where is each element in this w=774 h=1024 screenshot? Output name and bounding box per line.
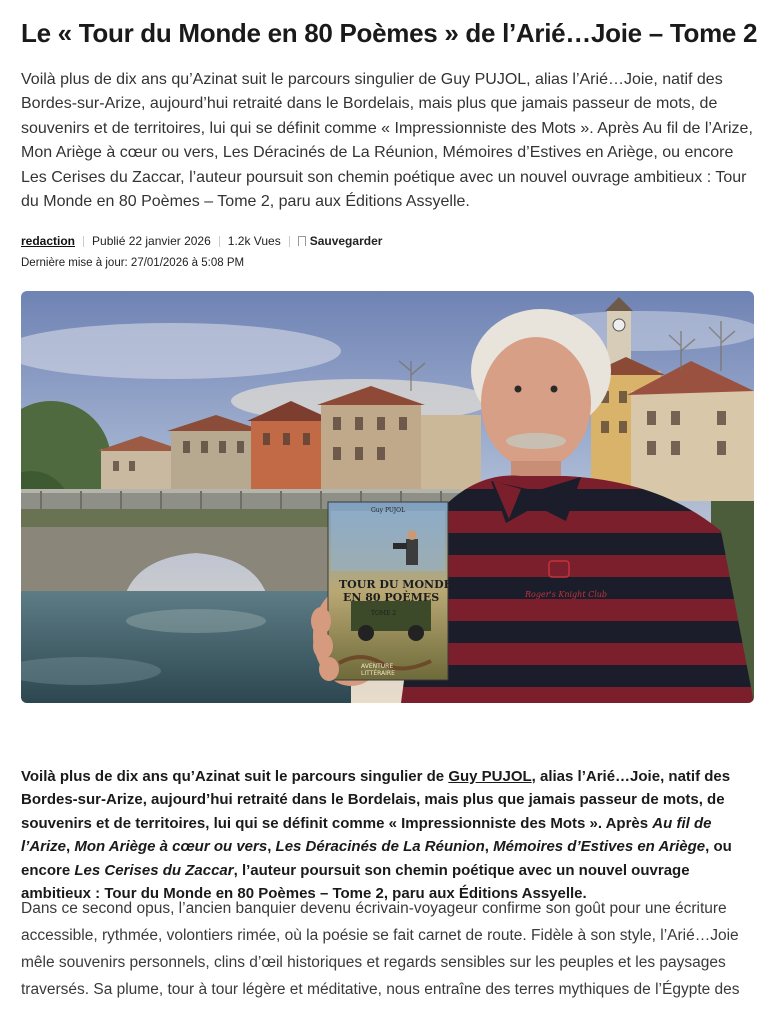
book-title-line2: EN 80 POÈMES [343,591,440,604]
author-link[interactable]: redaction [21,234,76,248]
article-lead [21,765,759,905]
book-author: Guy PUJOL [371,507,406,514]
hero-image [21,291,754,703]
view-count: 1.2k Vues [227,234,281,248]
book-collection-line1: AVENTURE [361,663,394,670]
work-title: Les Déracinés de La Réunion [275,838,485,856]
lead-text: , [66,838,75,856]
save-label: Sauvegarder [309,234,383,248]
book-collection-line2: LITTÉRAIRE [361,670,395,677]
lead-text: , [267,838,276,856]
lead-text: , alias l’Arié…Joie, natif des Bordes-sur-Arize, aujourd’hui retraité dans le Bordelais, mais plus que jamais passeur de mots, de souvenirs et de territoires, lui qui se définit comme « Impressionniste des Mots ». Après [21,768,731,832]
work-title: Mémoires d’Estives en Ariège [493,838,706,856]
article-meta [21,234,756,248]
article-title: Le « Tour du Monde en 80 Poèmes » de l’Arié…Joie – Tome 2 [21,18,758,48]
book-cover [328,502,452,680]
bookmark-icon [298,236,306,246]
lead-text: Voilà plus de dix ans qu’Azinat suit le parcours singulier de [21,768,449,785]
lead-text: , ou encore [21,838,732,879]
work-title: Les Cerises du Zaccar [74,861,234,879]
article-paragraph: Dans ce second opus, l’ancien banquier devenu écrivain-voyageur confirme son goût pour une écriture accessible, rythmée, volontiers rimée, où la poésie se fait carnet de route. Fidèle à son style, l’Arié…Joie mêle souvenirs personnels, clins d’œil historiques et regards sensibles sur les peuples et les paysages traversés. Sa plume, tour à tour légère et méditative, nous entraîne des terres mythiques de l’Égypte des [21,900,740,998]
svg-text:Roger's Knight Club: Roger's Knight Club [525,590,608,599]
article-excerpt: Voilà plus de dix ans qu’Azinat suit le parcours singulier de Guy PUJOL, alias l’Arié…Joie, natif des Bordes-sur-Arize, aujourd’hui retraité dans le Bordelais, mais plus que jamais passeur de mots, de souvenirs et de territoires, lui qui se définit comme « Impressionniste des Mots ». Après Au fil de l’Arize, Mon Ariège à cœur ou vers, Les Déracinés de La Réunion, Mémoires d’Estives en Ariège, ou encore Les Cerises du Zaccar, l’auteur poursuit son chemin poétique avec un nouvel ouvrage ambitieux : Tour du Monde en 80 Poèmes – Tome 2, paru aux Éditions Assyelle. [21,71,753,211]
last-updated: Dernière mise à jour: 27/01/2026 à 5:08 PM [21,257,245,269]
published-date: Publié 22 janvier 2026 [92,234,211,248]
work-title: Au fil de l’Arize [21,814,712,856]
meta-divider [219,236,220,247]
author-name-link[interactable]: Guy PUJOL [448,768,532,785]
hero-illustration [21,291,754,703]
save-button[interactable] [298,234,383,248]
lead-text: , l’auteur poursuit son chemin poétique avec un nouvel ouvrage ambitieux : Tour du Monde en 80 Poèmes – Tome 2, paru aux Éditions Assyelle. [21,861,690,903]
book-title-line1: TOUR DU MONDE [339,578,453,591]
work-title: Mon Ariège à cœur ou vers [74,838,268,856]
meta-divider [83,236,84,247]
book-tome: TOME 2 [371,610,397,617]
lead-text: , [484,838,494,856]
meta-divider [289,236,290,247]
